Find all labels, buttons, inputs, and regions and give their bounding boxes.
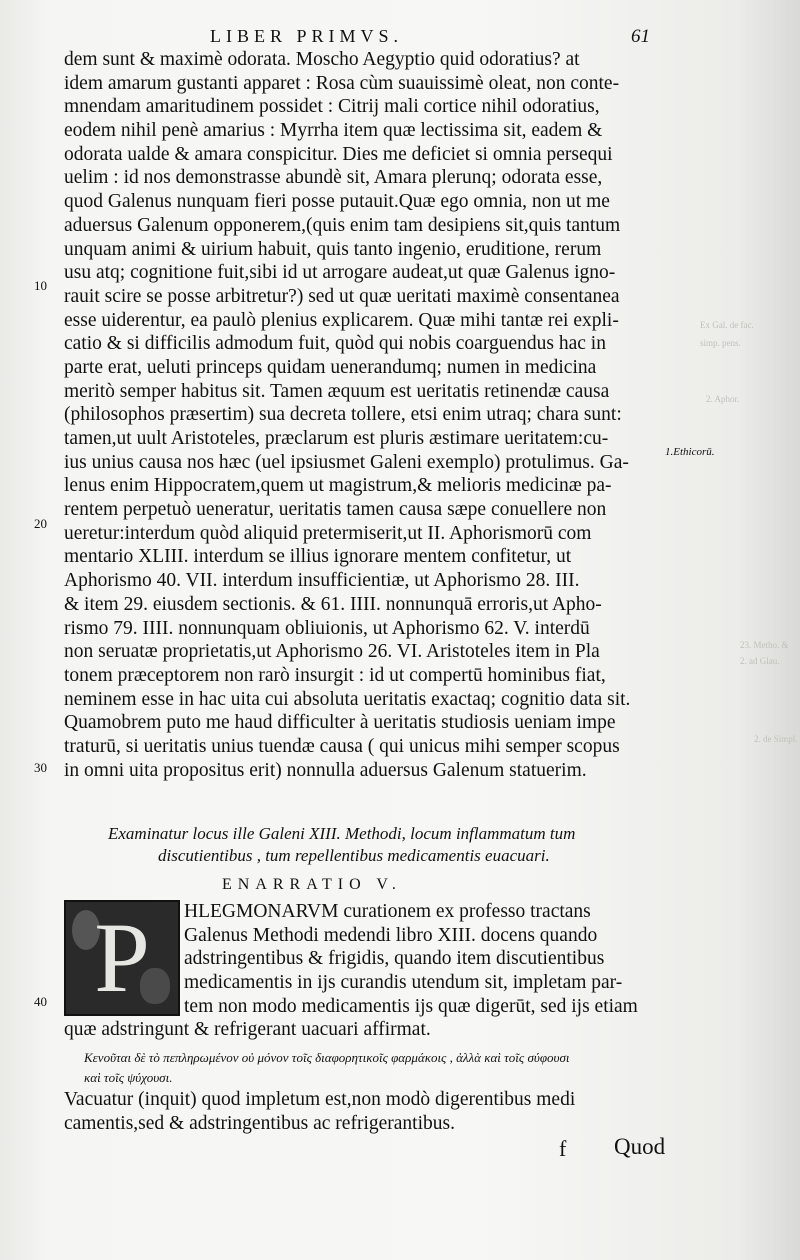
text-line: Aphorismo 40. VII. interdum insufficientiæ, ut Aphorismo 28. III. xyxy=(64,570,580,592)
section-heading-line: Examinatur locus ille Galeni XIII. Methodi, locum inflammatum tum xyxy=(108,824,576,843)
text-line: rauit scire se posse arbitretur?) sed ut quæ ueritati maximè consentanea xyxy=(64,285,620,307)
text-line: idem amarum gustanti apparet : Rosa cùm suauissimè oleat, non conte- xyxy=(64,72,620,94)
text-line: aduersus Galenum opponerem,(quis enim tam desipiens sit,quis tantum xyxy=(64,214,621,236)
text-line: lenus enim Hippocratem,quem ut magistrum,& melioris medicinæ pa- xyxy=(64,475,612,497)
bleed-through-text: simp. pens. xyxy=(700,338,741,348)
text-line: (philosophos præsertim) sua decreta tollere, etsi enim utraq; chara sunt: xyxy=(64,404,622,426)
text-line: esse uiderentur, ea paulò plenius explicarem. Quæ mihi tantæ rei expli- xyxy=(64,309,619,331)
text-line: dem sunt & maximè odorata. Moscho Aegyptio quid odoratius? at xyxy=(64,49,580,70)
text-line: mnendam amaritudinem possidet : Citrij mali cortice nihil odoratius, xyxy=(64,96,600,118)
section-heading-line: discutientibus , tum repellentibus medicamentis euacuari. xyxy=(158,846,550,865)
text-line: Quamobrem puto me haud difficulter à ueritatis studiosis ueniam impe xyxy=(64,712,616,734)
catchword: Quod xyxy=(614,1134,666,1159)
text-line: parte erat, ueluti princeps quidam uenerandumq; numen in medicina xyxy=(64,356,597,378)
line-number: 10 xyxy=(34,278,47,293)
text-line: medicamentis in ijs curandis utendum sit, impletam par- xyxy=(184,972,623,994)
text-line: HLEGMONARVM curationem ex professo tractans xyxy=(184,901,591,922)
text-line: mentario XLIII. interdum se illius ignorare mentem confitetur, ut xyxy=(64,546,572,568)
text-line: rismo 79. IIII. nonnunquam obliuionis, ut Aphorismo 62. V. interdū xyxy=(64,617,590,639)
text-line: usu atq; cognitione fuit,sibi id ut arrogare audeat,ut quæ Galenus igno- xyxy=(64,262,616,284)
greek-quotation xyxy=(84,1048,684,1088)
text-line: Galenus Methodi medendi libro XIII. docens quando xyxy=(184,924,598,946)
text-line: non seruatæ proprietatis,ut Aphorismo 26. VI. Aristoteles item in Pla xyxy=(64,641,600,663)
text-line: camentis,sed & adstringentibus ac refrigerantibus. xyxy=(64,1112,455,1134)
text-line: ueretur:interdum quòd aliquid pretermiserit,ut II. Aphorismorū com xyxy=(64,522,592,544)
bleed-through-text: Ex Gal. de fac. xyxy=(700,320,754,330)
text-line: meritò semper habitus sit. Tamen æquum est ueritatis retinendæ causa xyxy=(64,380,610,402)
bleed-through-text: 23. Metho. & xyxy=(740,640,789,650)
text-line: rentem perpetuò ueneratur, ueritatis tamen causa sæpe conuellere non xyxy=(64,499,607,521)
running-title: LIBER PRIMVS. xyxy=(210,26,404,46)
text-line: & item 29. eiusdem sectionis. & 61. IIII. nonnunquā erroris,ut Apho- xyxy=(64,593,602,615)
translation-paragraph xyxy=(64,1088,694,1135)
line-number: 30 xyxy=(34,760,47,775)
initial-letter: P xyxy=(94,902,150,1013)
text-line: tamen,ut uult Aristoteles, præclarum est pluris æstimare ueritatem:cu- xyxy=(64,428,609,449)
decorated-initial xyxy=(64,900,180,1016)
text-line: ius unius causa nos hæc (uel ipsiusmet Galeni exemplo) protulimus. Ga- xyxy=(64,451,629,473)
text-line: quod Galenus nunquam fieri posse putauit.Quæ ego omnia, non ut me xyxy=(64,191,610,213)
enarratio-paragraph-end xyxy=(64,1018,684,1042)
line-number: 20 xyxy=(34,516,47,531)
bleed-through-text: 2. ad Glau. xyxy=(740,656,780,666)
greek-line: καὶ τοῖς ψύχουσι. xyxy=(84,1070,173,1085)
text-line: tonem præceptorem non rarò insurgit : id ut compertū hominibus fiat, xyxy=(64,664,606,686)
enarratio-paragraph xyxy=(184,900,674,1018)
text-line: in omni uita propositus erit) nonnulla aduersus Galenum statuerim. xyxy=(64,759,587,781)
margin-note-ethicorum: 1.Ethicorū. xyxy=(665,446,715,458)
bleed-through-text: 2. de Simpl. xyxy=(754,734,798,744)
greek-line: Κενοῦται δὲ τὸ πεπληρωμένον οὐ μόνον τοῖς διαφορητικοῖς φαρμάκοις , ἀλλὰ καὶ τοῖς σύφουσι xyxy=(84,1050,570,1065)
main-text-block xyxy=(64,48,664,782)
line-number: 40 xyxy=(34,994,47,1009)
text-line: neminem esse in hac uita cui absoluta ueritatis exactaq; cognitio data sit. xyxy=(64,688,631,710)
bleed-through-text: 2. Aphor. xyxy=(706,394,740,404)
text-line: catio & si difficilis admodum fuit, quòd qui nobis coarguendus hac in xyxy=(64,333,606,355)
text-line: Vacuatur (inquit) quod impletum est,non modò digerentibus medi xyxy=(64,1089,576,1110)
text-line: odorata ualde & amara conspicitur. Dies me deficiet si omnia persequi xyxy=(64,143,613,165)
text-line: unquam animi & uirium habuit, quis tanto ingenio, eruditione, rerum xyxy=(64,238,602,260)
section-title: ENARRATIO V. xyxy=(222,876,402,893)
text-line: tem non modo medicamentis ijs quæ digerūt, sed ijs etiam xyxy=(184,995,638,1017)
text-line: quæ adstringunt & refrigerant uacuari affirmat. xyxy=(64,1019,431,1040)
page-number: 61 xyxy=(631,26,650,47)
text-line: adstringentibus & frigidis, quando item discutientibus xyxy=(184,948,605,970)
text-line: uelim : id nos demonstrasse abundè sit, Amara plerunq; odorata esse, xyxy=(64,167,603,189)
running-header xyxy=(210,26,650,50)
text-line: eodem nihil penè amarius : Myrrha item quæ lectissima sit, eadem & xyxy=(64,120,603,142)
signature-mark: f xyxy=(559,1136,567,1161)
text-line: traturū, si ueritatis unius tuendæ causa ( qui unicus mihi semper scopus xyxy=(64,735,620,757)
